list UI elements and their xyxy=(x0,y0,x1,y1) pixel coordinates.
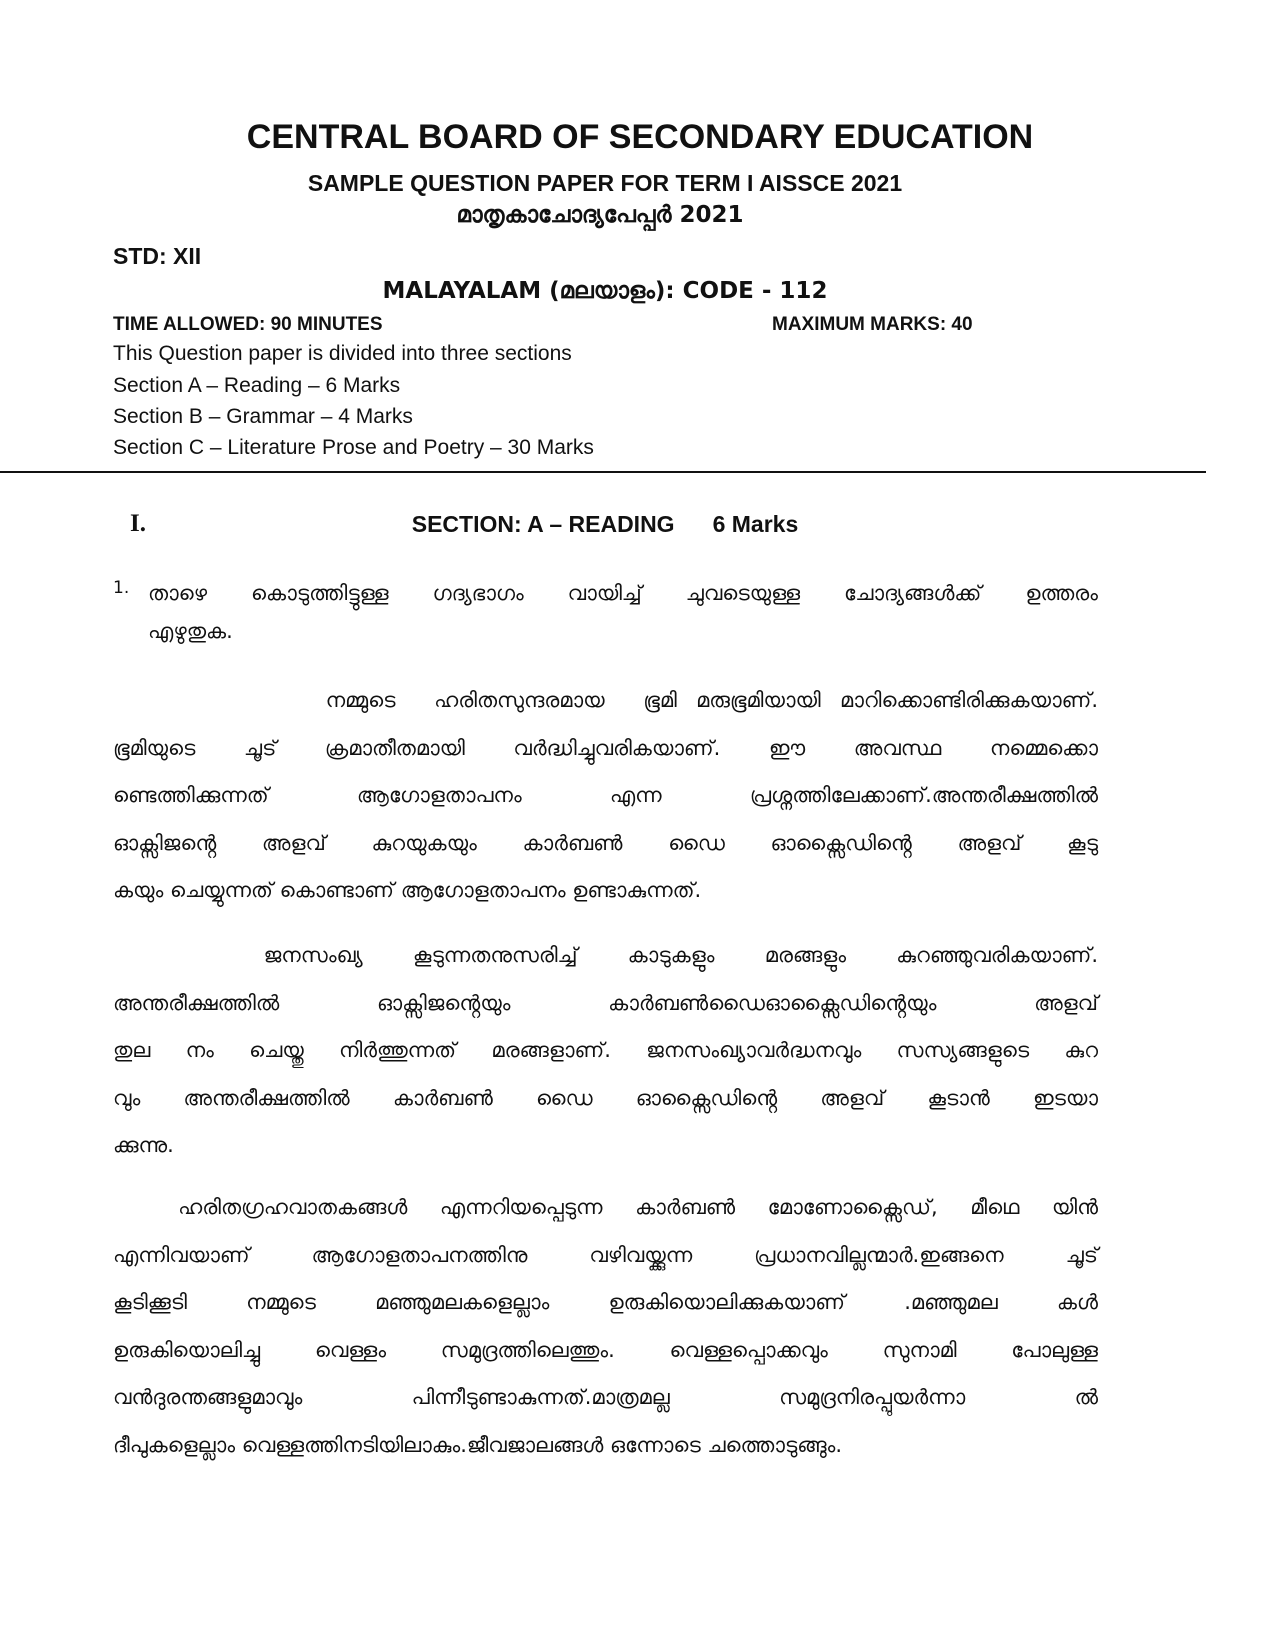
section-marks: 6 Marks xyxy=(712,511,799,537)
passage-line: ണ്ടെത്തിക്കുന്നത് ആഗോളതാപനം എന്ന പ്രശ്നത്തിലേക്കാണ്.അന്തരീക്ഷത്തിൽ xyxy=(113,783,1098,807)
passage-line: എന്നിവയാണ് ആഗോളതാപനത്തിനു വഴിവയ്ക്കുന്ന പ്രധാനവില്ലന്മാർ.ഇങ്ങനെ ചൂട് xyxy=(113,1242,1098,1267)
question-number: 1. xyxy=(113,578,130,598)
passage-line: ഭൂമിയുടെ ചൂട് ക്രമാതീതമായി വർദ്ധിച്ചുവരികയാണ്. ഈ അവസ്ഥ നമ്മെക്കൊ xyxy=(113,735,1098,760)
passage-line: കയും ചെയ്യുന്നത് കൊണ്ടാണ് ആഗോളതാപനം ഉണ്ടാകുന്നത്. xyxy=(113,878,702,902)
intro-line: This Question paper is divided into three sections xyxy=(113,342,572,365)
passage-line: കൂടിക്കൂടി നമ്മുടെ മഞ്ഞുമലകളെല്ലാം ഉരുകിയൊലിക്കുകയാണ് .മഞ്ഞുമല കൾ xyxy=(113,1290,1098,1314)
passage-line: ജനസംഖ്യ കൂടുന്നതനുസരിച്ച് കാടുകളും മരങ്ങളും കുറഞ്ഞുവരികയാണ്. xyxy=(113,943,1098,967)
passage-line: തുല നം ചെയ്തു നിർത്തുന്നത് മരങ്ങളാണ്. ജനസംഖ്യാവർദ്ധനവും സസ്യങ്ങളുടെ കുറ xyxy=(113,1038,1098,1062)
passage-paragraph-3 xyxy=(113,1184,1098,1469)
time-allowed: TIME ALLOWED: 90 MINUTES xyxy=(113,314,383,335)
standard-label: STD: XII xyxy=(113,243,202,269)
passage-line: ഹരിതഗ്രഹവാതകങ്ങൾ എന്നറിയപ്പെടുന്ന കാർബൺ മോണോക്സൈഡ്, മീഥെ യിൻ xyxy=(113,1195,1098,1219)
passage-line: ക്കുന്നു. xyxy=(113,1133,174,1157)
board-title: CENTRAL BOARD OF SECONDARY EDUCATION xyxy=(246,118,1034,156)
passage-line: നമ്മുടെ ഹരിതസുന്ദരമായ ഭൂമി മരുഭൂമിയായി മാറിക്കൊണ്ടിരിക്കുകയാണ്. xyxy=(113,688,1098,712)
passage-line: അന്തരീക്ഷത്തിൽ ഓക്സിജൻ്റെയും കാർബൺഡൈഓക്സൈഡിൻ്റെയും അളവ് xyxy=(113,990,1098,1015)
passage-paragraph-1 xyxy=(113,677,1098,915)
passage-line: ദീപുകളെല്ലാം വെള്ളത്തിനടിയിലാകും.ജീവജാലങ്ങൾ ഒന്നോടെ ചത്തൊടുങ്ങും. xyxy=(113,1432,843,1457)
subject-code: MALAYALAM (മലയാളം): CODE - 112 xyxy=(382,278,828,304)
passage-paragraph-2 xyxy=(113,932,1098,1170)
maximum-marks: MAXIMUM MARKS: 40 xyxy=(772,314,973,335)
intro-section-b: Section B – Grammar – 4 Marks xyxy=(113,405,413,428)
section-heading xyxy=(0,511,1210,538)
question-text-line1: താഴെ കൊടുത്തിട്ടുള്ള ഗദ്യഭാഗം വായിച്ച് ചുവടെയുള്ള ചോദ്യങ്ങൾക്ക് ഉത്തരം xyxy=(148,581,1098,605)
section-heading-text: SECTION: A – READING xyxy=(411,511,675,537)
intro-section-c: Section C – Literature Prose and Poetry – 30 Marks xyxy=(113,436,594,459)
passage-line: ഓക്സിജൻ്റെ അളവ് കുറയുകയും കാർബൺ ഡൈ ഓക്സൈഡിൻ്റെ അളവ് കൂടു xyxy=(113,830,1098,855)
passage-line: ഉരുകിയൊലിച്ചു വെള്ളം സമുദ്രത്തിലെത്തും. വെള്ളപ്പൊക്കവും സുനാമി പോലുള്ള xyxy=(113,1337,1098,1362)
question-text-line2: എഴുതുക. xyxy=(148,619,233,643)
paper-subtitle: SAMPLE QUESTION PAPER FOR TERM I AISSCE 2021 xyxy=(307,170,903,196)
divider-line xyxy=(0,471,1206,473)
passage-line: വൻദുരന്തങ്ങളുമാവും പിന്നീടുണ്ടാകുന്നത്.മാത്രമല്ല സമുദ്രനിരപ്പുയർന്നാ ൽ xyxy=(113,1385,1098,1409)
paper-subtitle-malayalam: മാതൃകാചോദ്യപേപ്പർ 2021 xyxy=(456,202,744,228)
passage-line: വും അന്തരീക്ഷത്തിൽ കാർബൺ ഡൈ ഓക്സൈഡിൻ്റെ അളവ് കൂടാൻ ഇടയാ xyxy=(113,1085,1098,1110)
intro-section-a: Section A – Reading – 6 Marks xyxy=(113,374,401,397)
section-roman-numeral: I. xyxy=(130,510,146,537)
